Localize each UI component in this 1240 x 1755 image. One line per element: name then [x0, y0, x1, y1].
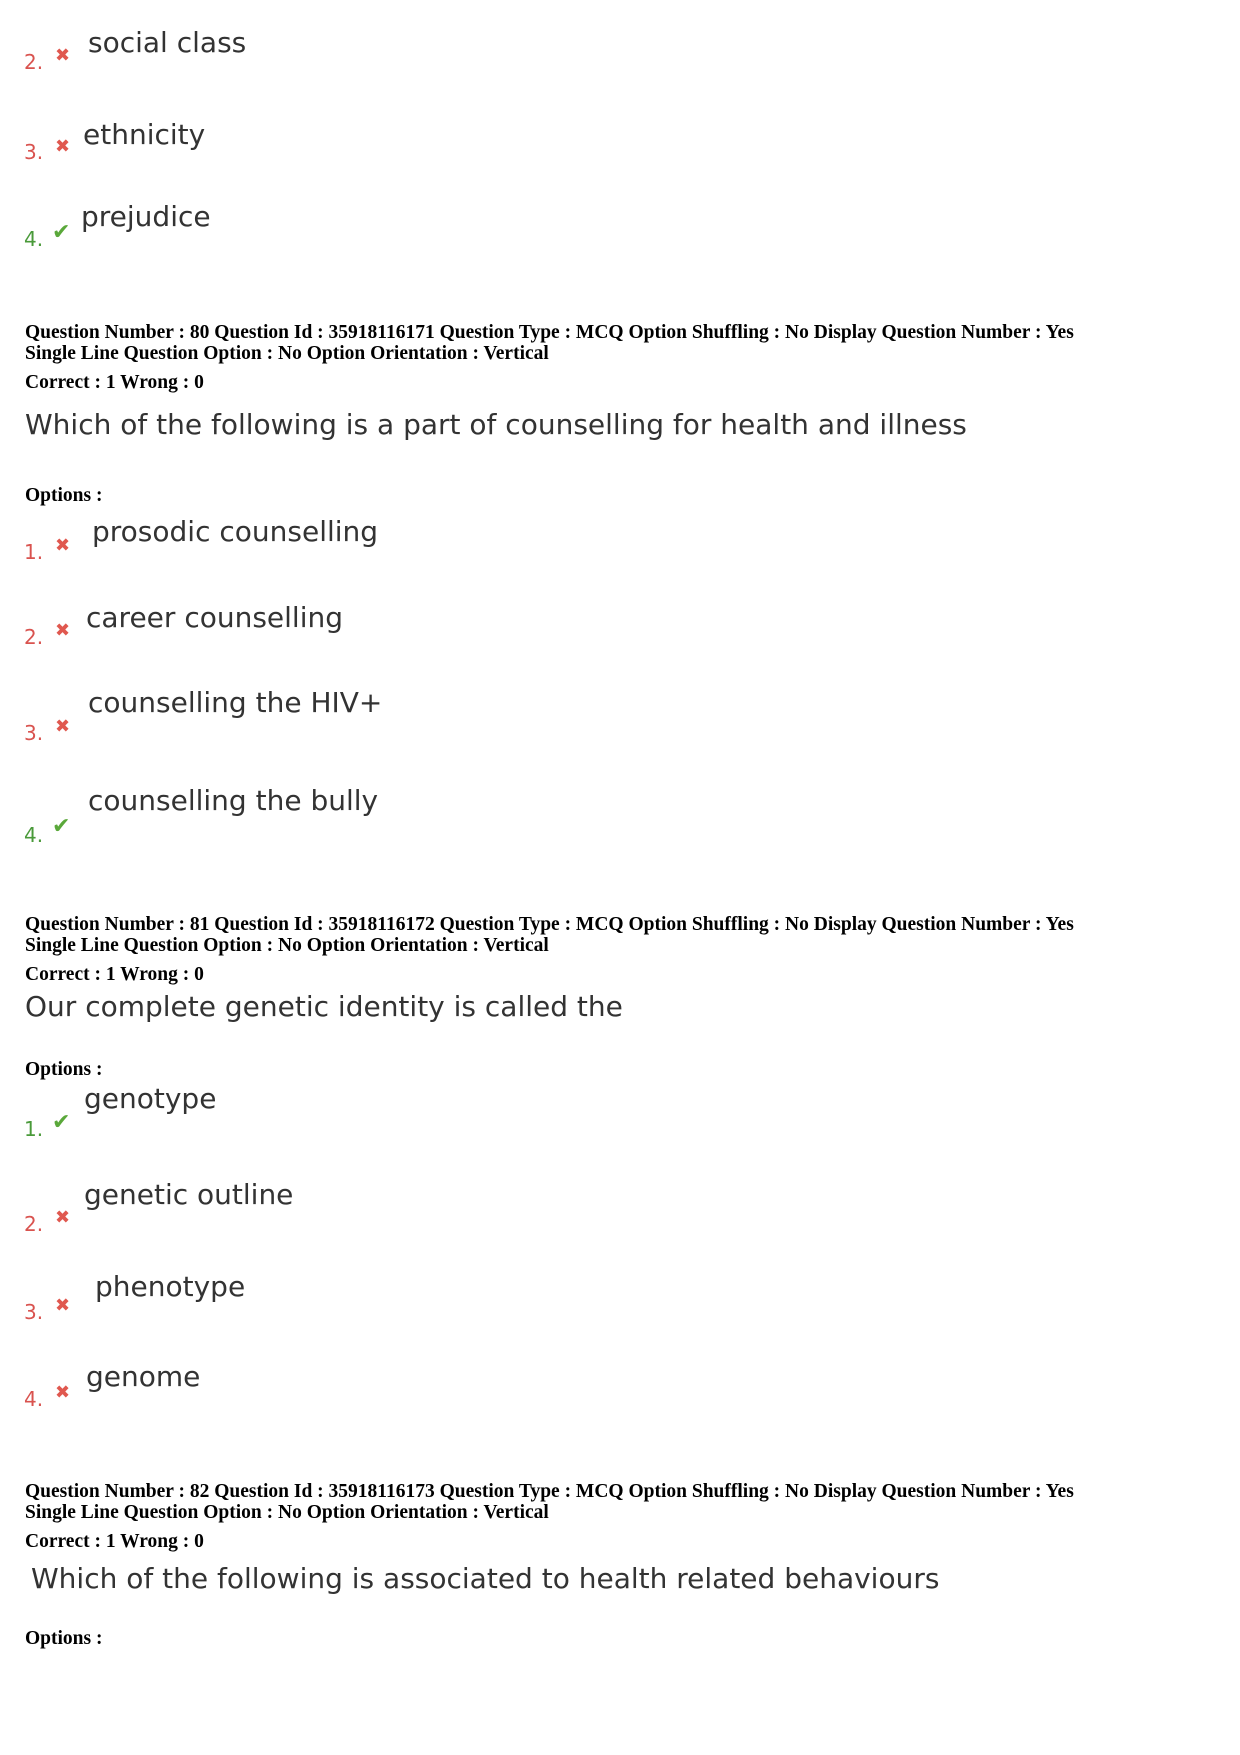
question-meta-line1: Question Number : 82 Question Id : 35918116173 Question Type : MCQ Option Shuffling : No Display Question Number : Yes	[25, 1481, 1074, 1502]
option-text: genetic outline	[84, 1178, 294, 1211]
option-text: counselling the HIV+	[88, 686, 383, 719]
option-number: 2.	[24, 1212, 44, 1236]
options-label: Options :	[25, 1628, 103, 1649]
option-text: genome	[86, 1360, 201, 1393]
wrong-mark-icon: ✖	[55, 535, 71, 556]
question-text: Our complete genetic identity is called the	[25, 990, 623, 1023]
option-text: ethnicity	[83, 118, 206, 151]
check-mark-icon: ✔	[52, 814, 71, 839]
check-mark-icon: ✔	[52, 220, 71, 245]
option-text: social class	[88, 26, 247, 59]
option-number: 3.	[24, 721, 44, 745]
wrong-mark-icon: ✖	[55, 1295, 71, 1316]
option-number: 2.	[24, 50, 44, 74]
question-meta-line2: Single Line Question Option : No Option Orientation : Vertical	[25, 343, 549, 364]
option-text: counselling the bully	[88, 784, 379, 817]
option-number: 3.	[24, 140, 44, 164]
option-number: 2.	[24, 625, 44, 649]
option-text: prosodic counselling	[92, 515, 379, 548]
wrong-mark-icon: ✖	[55, 45, 71, 66]
option-text: prejudice	[81, 200, 211, 233]
option-text: phenotype	[95, 1270, 246, 1303]
question-text: Which of the following is a part of counselling for health and illness	[25, 408, 967, 441]
option-number: 4.	[24, 1387, 44, 1411]
options-label: Options :	[25, 1059, 103, 1080]
check-mark-icon: ✔	[52, 1110, 71, 1135]
option-text: career counselling	[86, 601, 344, 634]
option-number: 4.	[24, 823, 44, 847]
question-meta-line1: Question Number : 80 Question Id : 35918116171 Question Type : MCQ Option Shuffling : No Display Question Number : Yes	[25, 322, 1074, 343]
option-text: genotype	[84, 1082, 217, 1115]
option-number: 1.	[24, 540, 44, 564]
question-marks: Correct : 1 Wrong : 0	[25, 372, 204, 393]
option-number: 4.	[24, 227, 44, 251]
options-label: Options :	[25, 485, 103, 506]
wrong-mark-icon: ✖	[55, 716, 71, 737]
question-meta-line2: Single Line Question Option : No Option Orientation : Vertical	[25, 935, 549, 956]
option-number: 1.	[24, 1117, 44, 1141]
question-marks: Correct : 1 Wrong : 0	[25, 964, 204, 985]
question-meta-line1: Question Number : 81 Question Id : 35918116172 Question Type : MCQ Option Shuffling : No Display Question Number : Yes	[25, 914, 1074, 935]
wrong-mark-icon: ✖	[55, 1207, 71, 1228]
option-number: 3.	[24, 1300, 44, 1324]
question-marks: Correct : 1 Wrong : 0	[25, 1531, 204, 1552]
wrong-mark-icon: ✖	[55, 1382, 71, 1403]
wrong-mark-icon: ✖	[55, 620, 71, 641]
question-text: Which of the following is associated to health related behaviours	[31, 1562, 940, 1595]
wrong-mark-icon: ✖	[55, 136, 71, 157]
question-meta-line2: Single Line Question Option : No Option Orientation : Vertical	[25, 1502, 549, 1523]
